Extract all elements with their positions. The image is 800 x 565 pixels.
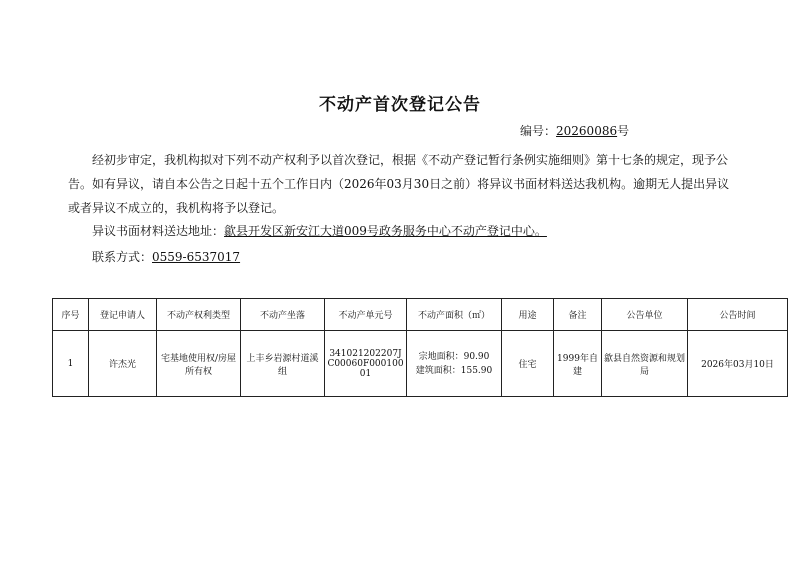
- cell-applicant: 许杰光: [89, 331, 157, 397]
- cell-date: 2026年03月10日: [688, 331, 788, 397]
- notice-paragraph: 经初步审定，我机构拟对下列不动产权利予以首次登记，根据《不动产登记暂行条例实施细则》第十七条的规定，现予公告。如有异议，请自本公告之日起十五个工作日内（2026年03月30日之前）将异议书面材料送达我机构。逾期无人提出异议或者异议不成立的，我机构将予以登记。: [68, 153, 730, 215]
- header-unit-no: 不动产单元号: [325, 299, 407, 331]
- page-title: 不动产首次登记公告: [319, 95, 481, 115]
- header-location: 不动产坐落: [241, 299, 325, 331]
- cell-location: 上丰乡岩源村道溪组: [241, 331, 325, 397]
- document-number-value: 20260086: [556, 124, 618, 138]
- registration-table: [52, 298, 788, 397]
- header-date: 公告时间: [688, 299, 788, 331]
- header-right-type: 不动产权利类型: [157, 299, 241, 331]
- document-number-label: 编号：: [520, 124, 557, 138]
- header-index: 序号: [53, 299, 89, 331]
- header-applicant: 登记申请人: [89, 299, 157, 331]
- header-unit: 公告单位: [602, 299, 688, 331]
- cell-area: [407, 331, 502, 397]
- document-number: [520, 122, 629, 139]
- header-remark: 备注: [554, 299, 602, 331]
- table-row: [53, 331, 788, 397]
- cell-remark: 1999年自建: [554, 331, 602, 397]
- cell-area-land: 宗地面积：90.90: [418, 351, 490, 362]
- address-label: 异议书面材料送达地址：: [92, 224, 225, 238]
- table-header-row: [53, 299, 788, 331]
- contact-label: 联系方式：: [92, 250, 153, 264]
- header-area: 不动产面积（㎡）: [407, 299, 502, 331]
- cell-right-type: 宅基地使用权/房屋所有权: [157, 331, 241, 397]
- cell-unit-no: 341021202207JC00060F00010001: [325, 331, 407, 397]
- cell-unit: 歙县自然资源和规划局: [602, 331, 688, 397]
- address-value: 歙县开发区新安江大道009号政务服务中心不动产登记中心。: [224, 224, 547, 238]
- contact-line: [92, 248, 240, 265]
- contact-value: 0559-6537017: [152, 250, 241, 264]
- cell-area-building: 建筑面积：155.90: [415, 365, 493, 376]
- header-usage: 用途: [502, 299, 554, 331]
- address-line: [92, 222, 547, 239]
- cell-index: 1: [53, 331, 89, 397]
- cell-usage: 住宅: [502, 331, 554, 397]
- document-number-suffix: 号: [617, 124, 630, 138]
